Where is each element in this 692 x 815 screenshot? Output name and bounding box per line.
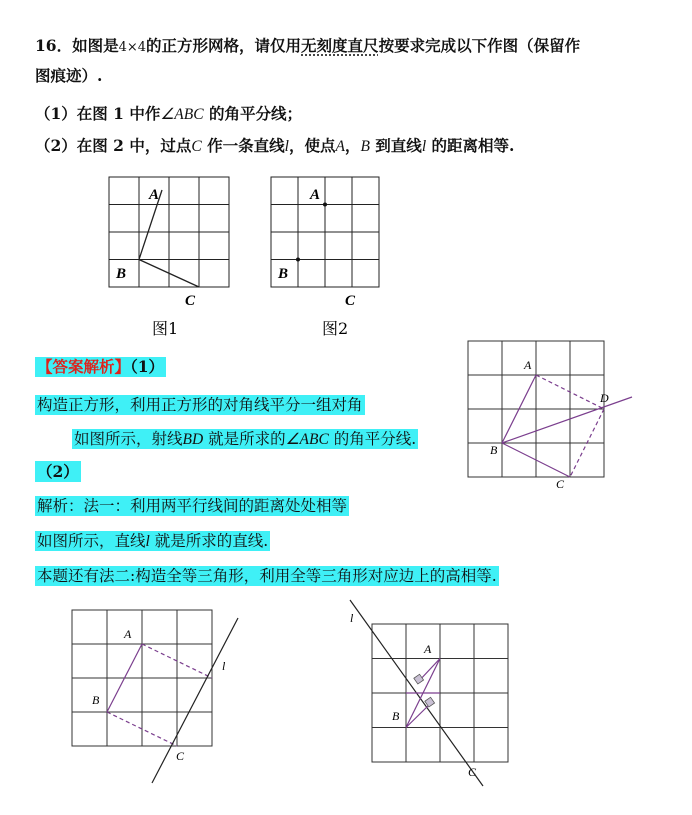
angle-abc: ∠ABC <box>285 431 329 448</box>
right-angle-mark-1 <box>414 674 424 684</box>
right-angle-mark-2 <box>425 697 435 707</box>
question-1 <box>35 104 302 125</box>
point-a: A <box>335 138 345 155</box>
ans2b-label-a: A <box>424 642 432 656</box>
ans1-label-d: D <box>600 391 609 405</box>
answer-line-5 <box>35 566 499 586</box>
fig2-point-b <box>296 258 300 262</box>
answer-figure-2b <box>340 596 540 801</box>
text: ， <box>344 136 361 155</box>
point-c: C <box>191 138 202 155</box>
grid-size: 4×4 <box>118 40 147 55</box>
ans1-label-a: A <box>524 358 532 372</box>
text: 到直线 <box>369 136 422 155</box>
ans2a-label-c: C <box>176 749 185 763</box>
answer-figure-1 <box>460 335 640 490</box>
text: 作一条直线 <box>201 136 285 155</box>
answer-header-bracket: 【答案解析】 <box>37 357 131 376</box>
problem-line-1 <box>35 36 580 58</box>
ans2b-label-l: l <box>350 611 354 625</box>
answer-line-2 <box>72 429 418 450</box>
ans2a-label-l: l <box>222 659 226 673</box>
text: ，使点 <box>288 136 336 155</box>
answer-fig1-construction <box>502 375 632 477</box>
fig2-point-a <box>323 203 327 207</box>
fig1-label-a: A <box>149 187 160 203</box>
text: 本题还有法二:构造全等三角形，利用全等三角形对应边上的高相等. <box>37 567 497 585</box>
text: （2） <box>37 462 79 481</box>
line-l: l <box>284 138 289 155</box>
line-l: l <box>145 533 150 550</box>
answer-line-4 <box>35 531 270 552</box>
text: （1） <box>130 357 165 376</box>
text: 就是所求的直线. <box>149 532 269 550</box>
ans2b-label-b: B <box>392 709 400 723</box>
figures-1-2 <box>100 172 400 342</box>
ans1-label-c: C <box>556 477 565 490</box>
text: 的距离相等. <box>426 136 515 155</box>
answer-fig2a-grid <box>72 610 212 746</box>
text: 按要求完成以下作图（保留作 <box>378 36 581 55</box>
text: 的角平分线. <box>328 430 417 448</box>
answer-fig2a-construction <box>107 644 212 746</box>
text: 如图是 <box>72 36 119 55</box>
text: 解析：法一：利用两平行线间的距离处处相等 <box>37 497 348 515</box>
text: 构造正方形，利用正方形的对角线平分一组对角 <box>37 396 363 414</box>
answer-part-2 <box>35 462 81 482</box>
figure-1-grid <box>109 177 229 287</box>
answer-fig2b-construction <box>406 659 440 728</box>
fig1-label-b: B <box>116 266 127 282</box>
answer-line-1 <box>35 395 365 415</box>
point-b: B <box>360 138 370 155</box>
text: 的角平分线； <box>203 104 302 123</box>
fig2-label-a: A <box>310 187 321 203</box>
ans2b-label-c: C <box>468 765 477 779</box>
fig2-label-b: B <box>278 266 289 282</box>
ans1-label-b: B <box>490 443 498 457</box>
answer-figure-2a <box>60 598 260 798</box>
ans2a-label-a: A <box>124 627 132 641</box>
answer-line-3 <box>35 496 349 516</box>
ans2a-label-b: B <box>92 693 100 707</box>
fig1-label-c: C <box>185 293 196 309</box>
text: 如图所示，射线 <box>74 430 183 448</box>
text: （1）在图 1 中作 <box>35 104 161 123</box>
question-2 <box>35 136 514 157</box>
problem-number: 16． <box>35 36 73 55</box>
answer-fig1-grid <box>468 341 604 477</box>
angle-abc: ∠ABC <box>160 106 204 123</box>
answer-fig2a-line-l <box>152 618 238 783</box>
answer-header <box>35 357 166 377</box>
emphasis-ruler: 无刻度直尺 <box>301 36 379 55</box>
line-l: l <box>421 138 427 155</box>
fig2-label-c: C <box>345 293 356 309</box>
ray-bd: BD <box>182 431 204 448</box>
text: （2）在图 2 中，过点 <box>35 136 192 155</box>
text: 的正方形网格，请仅用 <box>146 36 302 55</box>
fig2-caption: 图2 <box>322 319 349 338</box>
text: 就是所求的 <box>203 430 286 448</box>
text: 如图所示，直线 <box>37 532 146 550</box>
problem-line-2: 图痕迹）. <box>35 66 103 85</box>
fig1-caption: 图1 <box>152 319 179 338</box>
